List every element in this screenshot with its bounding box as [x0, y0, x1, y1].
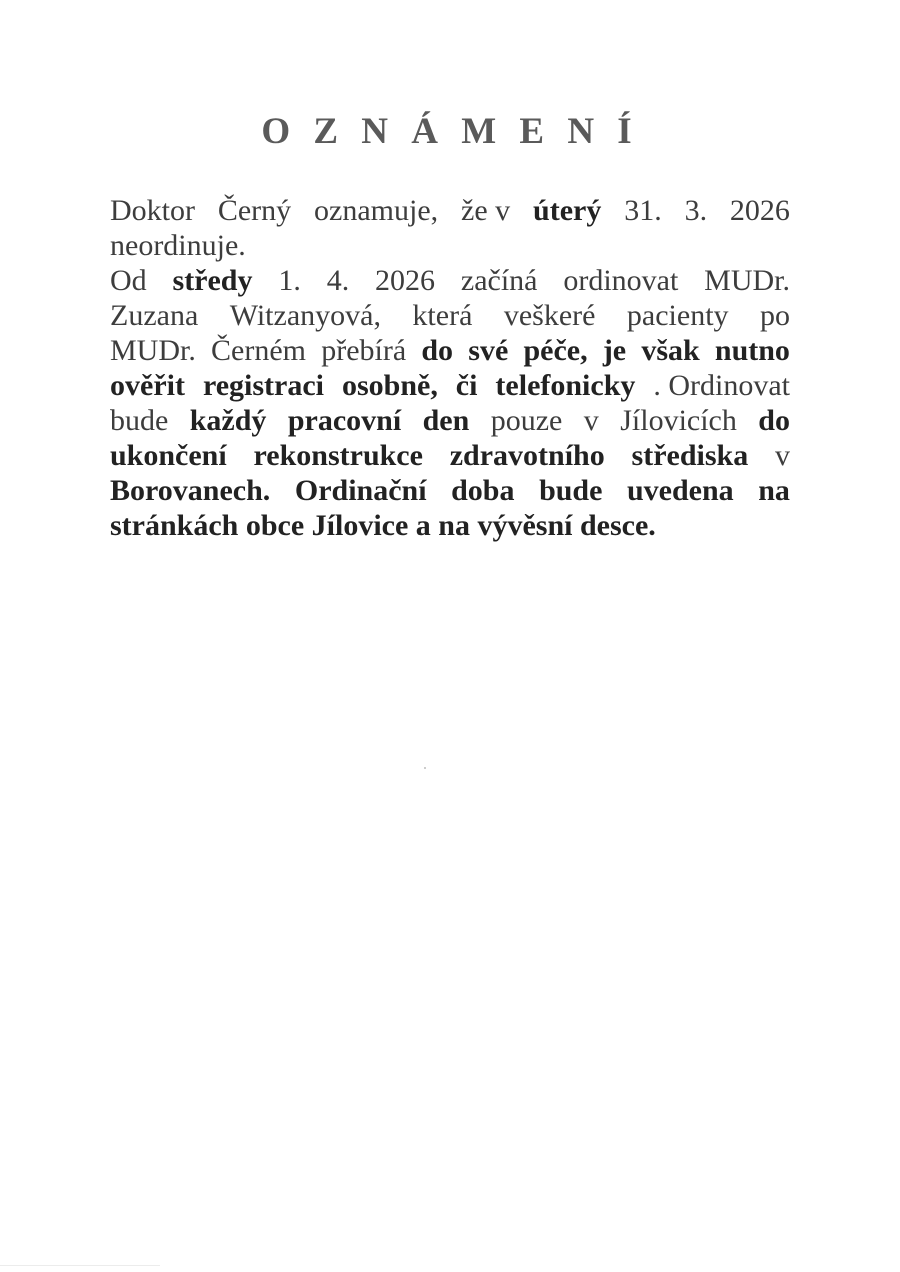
- word: 3.: [684, 194, 708, 227]
- notice-line: [110, 193, 790, 228]
- word: MUDr.: [704, 264, 790, 297]
- notice-line: [110, 228, 790, 263]
- bold-word: Ordinační: [294, 474, 427, 507]
- word: MUDr.: [110, 334, 196, 367]
- bold-word: je: [602, 334, 627, 367]
- word: že v: [461, 194, 511, 227]
- bold-word: Borovanech.: [110, 474, 271, 507]
- word: Od: [110, 264, 147, 297]
- word: v: [775, 439, 790, 472]
- word: po: [760, 299, 790, 332]
- word: 31.: [624, 194, 662, 227]
- word: bude: [110, 404, 169, 437]
- bold-word: však: [641, 334, 700, 367]
- bold-word: zdravotního: [449, 439, 605, 472]
- word: Černém: [211, 334, 307, 367]
- bold-word: do: [758, 404, 790, 437]
- word: která: [412, 299, 473, 332]
- bold-word: pracovní: [287, 404, 402, 437]
- word: začíná: [460, 264, 538, 297]
- bold-word: střediska: [631, 439, 749, 472]
- word: neordinuje.: [110, 229, 246, 262]
- word: Jílovicích: [620, 404, 737, 437]
- notice-line: [110, 508, 790, 543]
- bold-word: úterý: [533, 194, 602, 227]
- bold-word: osobně,: [341, 369, 438, 402]
- bold-word: bude: [539, 474, 603, 507]
- word: ordinovat: [563, 264, 679, 297]
- bold-word: telefonicky: [495, 369, 636, 402]
- notice-body: [110, 193, 790, 543]
- notice-line: [110, 368, 790, 403]
- word: v: [583, 404, 599, 437]
- notice-line: [110, 298, 790, 333]
- notice-line: [110, 438, 790, 473]
- bold-word: středy: [172, 264, 253, 297]
- bold-word: den: [422, 404, 470, 437]
- bold-word: každý: [189, 404, 267, 437]
- bold-word: nutno: [714, 334, 790, 367]
- word: veškeré: [503, 299, 596, 332]
- bold-word: doba: [451, 474, 515, 507]
- word: 4.: [326, 264, 350, 297]
- word: 2026: [729, 194, 790, 227]
- bold-word: péče,: [523, 334, 588, 367]
- bold-word: do: [421, 334, 454, 367]
- bold-word: rekonstrukce: [253, 439, 423, 472]
- word: . Ordinovat: [653, 369, 790, 402]
- bold-word: či: [455, 369, 478, 402]
- notice-line: [110, 263, 790, 298]
- word: Doktor: [110, 194, 195, 227]
- notice-title: O Z N Á M E N Í: [261, 111, 639, 152]
- notice-line: [110, 333, 790, 368]
- notice-line: [110, 473, 790, 508]
- word: 1.: [278, 264, 301, 297]
- word: pacienty: [626, 299, 729, 332]
- word: Witzanyová,: [229, 299, 381, 332]
- word: přebírá: [321, 334, 407, 367]
- bold-word: registraci: [202, 369, 324, 402]
- bold-word: na: [758, 474, 790, 507]
- word: 2026: [375, 264, 436, 297]
- word: Zuzana: [110, 299, 199, 332]
- bold-word: uvedena: [627, 474, 734, 507]
- bold-word: ověřit: [110, 369, 185, 402]
- scan-edge-line: [0, 1265, 160, 1266]
- word: pouze: [490, 404, 563, 437]
- bold-word: ukončení: [110, 439, 227, 472]
- bold-word: své: [468, 334, 509, 367]
- word: Černý: [217, 194, 292, 227]
- bold-word: stránkách obce Jílovice a na vývěsní desce.: [110, 509, 656, 542]
- word: oznamuje,: [314, 194, 439, 227]
- scan-speck: [424, 767, 426, 769]
- notice-line: [110, 403, 790, 438]
